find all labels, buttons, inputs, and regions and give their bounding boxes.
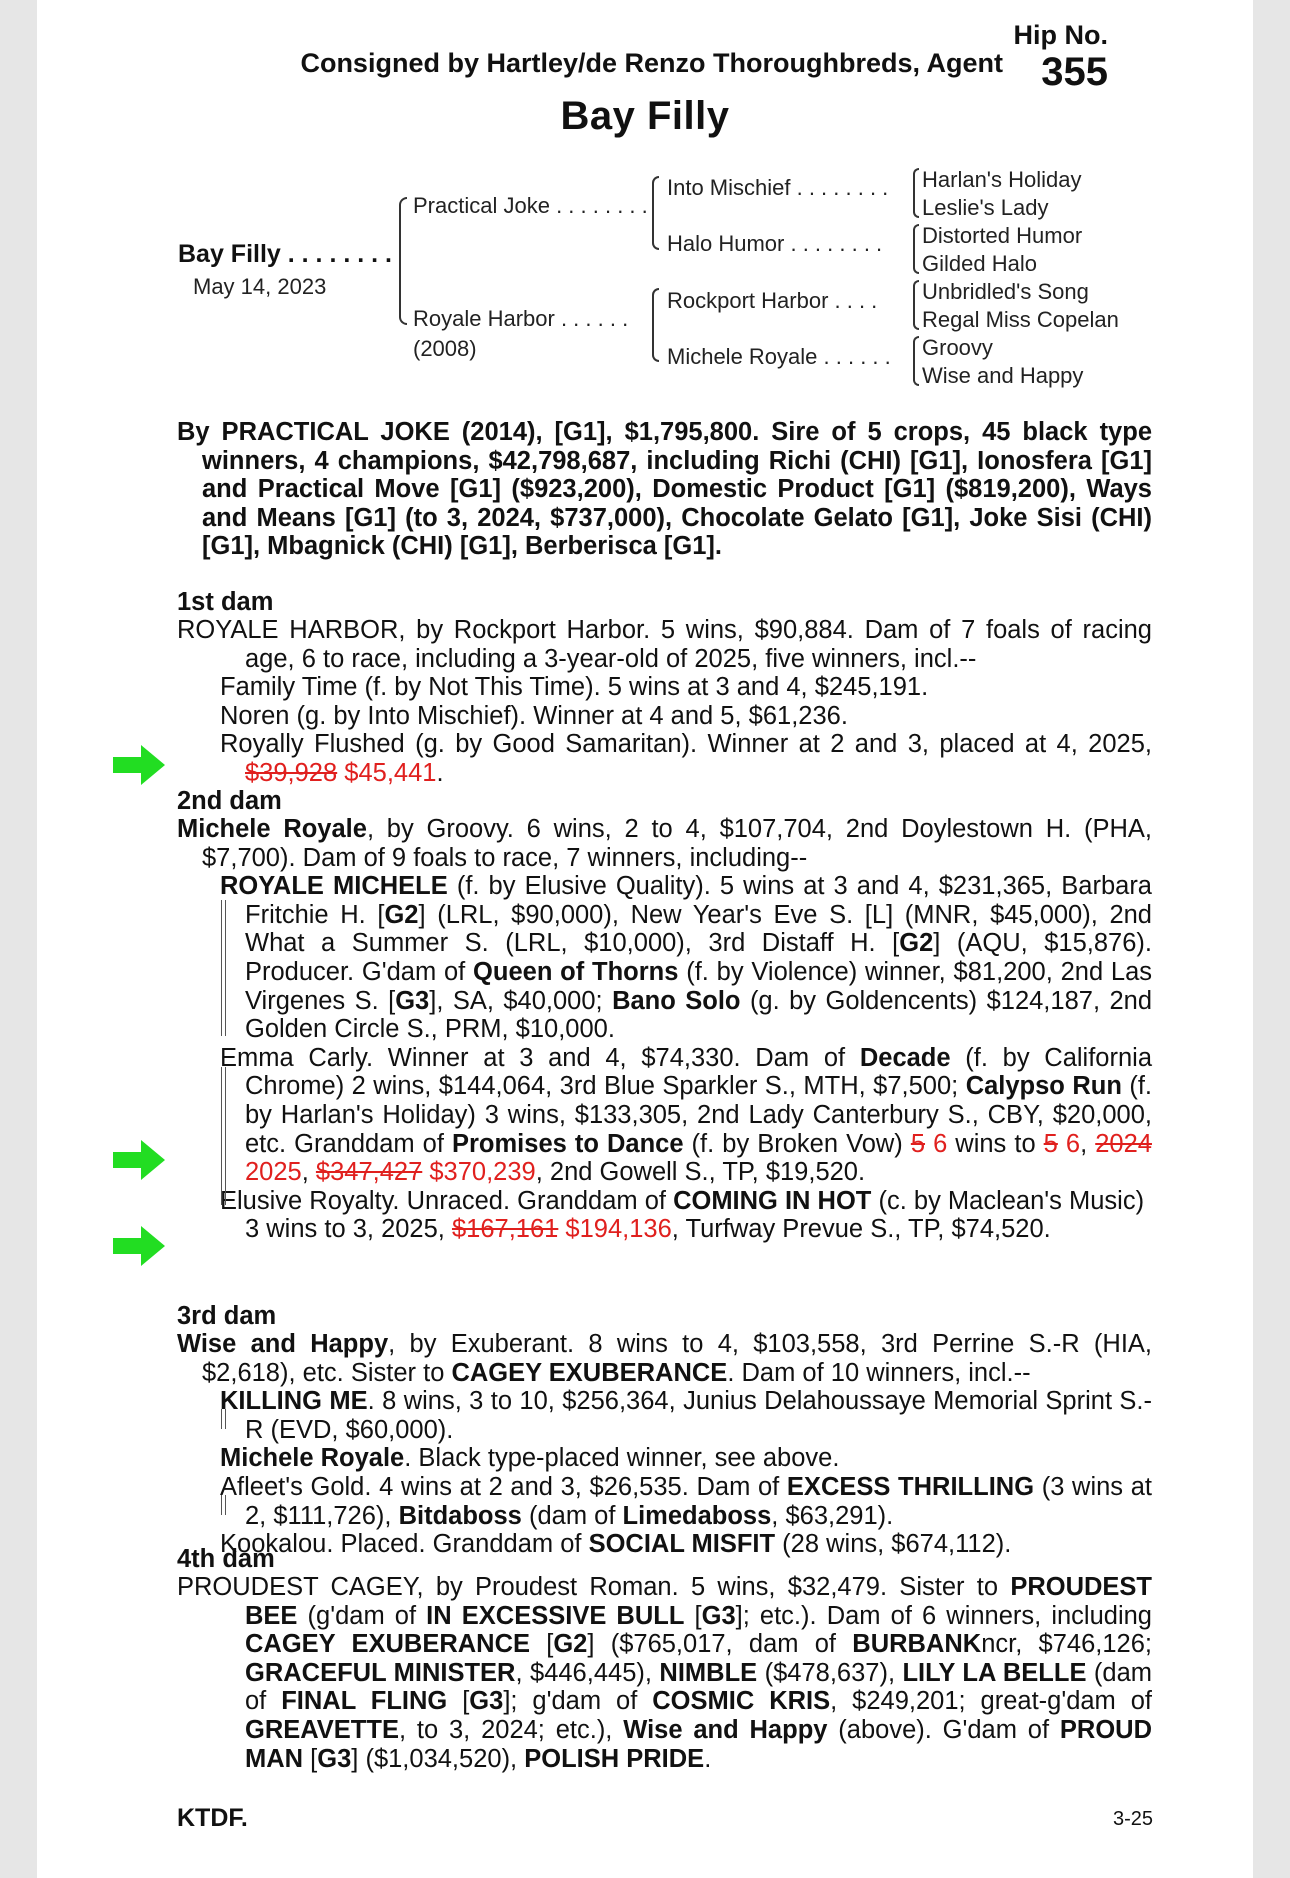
produce-record: Royally Flushed (g. by Good Samaritan). Winner at 2 and 3, placed at 4, 2025, $39,928 $45,441. (220, 730, 1152, 787)
produce-record: Kookalou. Placed. Granddam of SOCIAL MISFIT (28 wins, $674,112). (220, 1530, 1012, 1559)
brace-g3-1 (913, 168, 919, 218)
produce-record: KILLING ME. 8 wins, 3 to 10, $256,364, Junius Delahoussaye Memorial Sprint S.-R (EVD, $60,000). (220, 1387, 1153, 1444)
brace-g3-2 (913, 224, 919, 274)
consigner-line: Consigned by Hartley/de Renzo Thoroughbreds, Agent (300, 48, 1003, 78)
produce-record: Emma Carly. Winner at 3 and 4, $74,330. Dam of Decade (f. by California Chrome) 2 wins, $144,064, 3rd Blue Sparkler S., MTH, $7,500; Calypso Run (f. by Harlan's Holiday) 3 wins, $133,305, 2nd Lady Canterbury S., CBY, $20,000, etc. Granddam of Promises to Dance (f. by Broken Vow) 5 6 wins to 5 6, 2024 2025, $347,427 $370,239, 2nd Gowell S., TP, $19,520. (220, 1043, 1153, 1187)
dam-2-block (177, 815, 1152, 1244)
page-title: Bay Filly (560, 94, 730, 138)
arrow-right-icon (111, 743, 167, 787)
black-type-bar (221, 900, 226, 1036)
brace-dam-parents (652, 288, 659, 362)
dam-2-entry: Michele Royale, by Groovy. 6 wins, 2 to 4, $107,704, 2nd Doylestown H. (PHA, $7,700). Dam of 9 foals to race, 7 winners, including-- (177, 815, 1152, 872)
sire-paragraph: By PRACTICAL JOKE (2014), [G1], $1,795,800. Sire of 5 crops, 45 black type winners, 4 champions, $42,798,687, including Richi (CHI) [G1], Ionosfera [G1] and Practical Move [G1] ($923,200), Domestic Product [G1] ($819,200), Ways and Means [G1] (to 3, 2024, $737,000), Chocolate Gelato [G1], Joke Sisi (CHI) [G1], Mbagnick (CHI) [G1], Berberisca [G1]. (177, 418, 1152, 561)
pedigree-dam-sire: Rockport Harbor . . . . (667, 288, 878, 313)
pedigree-dam-year: (2008) (413, 336, 477, 361)
pedigree-dam: Royale Harbor . . . . . . (413, 306, 629, 331)
pedigree-g3: Harlan's Holiday (922, 167, 1082, 192)
footer-code: KTDF. (177, 1804, 248, 1832)
brace-g3-4 (913, 336, 919, 386)
pedigree-dam-dam: Michele Royale . . . . . . (667, 344, 891, 369)
produce-record: Afleet's Gold. 4 wins at 2 and 3, $26,535. Dam of EXCESS THRILLING (3 wins at 2, $111,726), Bitdaboss (dam of Limedaboss, $63,291). (220, 1472, 1152, 1530)
pedigree-sire-dam: Halo Humor . . . . . . . . (667, 231, 883, 256)
pedigree-g3: Regal Miss Copelan (922, 307, 1119, 332)
dam-1-block (177, 616, 1152, 788)
brace-sire-dam (399, 197, 407, 325)
pedigree-sire: Practical Joke . . . . . . . . (413, 193, 648, 218)
section-heading-4th-dam: 4th dam (177, 1545, 275, 1573)
catalog-page (37, 0, 1253, 1878)
produce-record: Elusive Royalty. Unraced. Granddam of COMING IN HOT (c. by Maclean's Music) 3 wins to 3, 2025, $167,161 $194,136, Turfway Prevue S., TP, $74,520. (220, 1186, 1145, 1244)
dam-3-block (177, 1330, 1152, 1559)
hip-number-label: Hip No. (1013, 20, 1108, 50)
pedigree-g3: Distorted Humor (922, 223, 1083, 248)
dam-3-entry: Wise and Happy, by Exuberant. 8 wins to 4, $103,558, 3rd Perrine S.-R (HIA, $2,618), etc. Sister to CAGEY EXUBERANCE. Dam of 10 winners, incl.-- (177, 1330, 1152, 1387)
pedigree-g3: Leslie's Lady (922, 195, 1049, 220)
pedigree-g3: Wise and Happy (922, 363, 1084, 388)
black-type-bar (221, 1409, 226, 1429)
arrow-right-icon (111, 1224, 167, 1268)
brace-g3-3 (913, 280, 919, 330)
foaling-date: May 14, 2023 (193, 274, 327, 299)
pedigree-sire-sire: Into Mischief . . . . . . . . (667, 175, 889, 200)
arrow-right-icon (111, 1138, 167, 1182)
black-type-bar (221, 1067, 226, 1205)
produce-record: Noren (g. by Into Mischief). Winner at 4 and 5, $61,236. (220, 701, 848, 730)
pedigree-g3: Unbridled's Song (922, 279, 1089, 304)
pedigree-g3: Groovy (922, 335, 993, 360)
footer-page-number: 3-25 (1112, 1808, 1153, 1830)
dam-1-entry: ROYALE HARBOR, by Rockport Harbor. 5 wins, $90,884. Dam of 7 foals of racing age, 6 to race, including a 3-year-old of 2025, five winners, incl.-- (177, 616, 1152, 673)
brace-sire-parents (652, 176, 659, 250)
produce-record: Michele Royale. Black type-placed winner, see above. (220, 1444, 840, 1473)
pedigree-g3: Gilded Halo (922, 251, 1037, 276)
hip-number: 355 (1041, 50, 1108, 94)
section-heading-1st-dam: 1st dam (177, 588, 274, 616)
produce-record: ROYALE MICHELE (f. by Elusive Quality). 5 wins at 3 and 4, $231,365, Barbara Fritchie H. [G2] (LRL, $90,000), New Year's Eve S. [L] (MNR, $45,000), 2nd What a Summer S. (LRL, $10,000), 3rd Distaff H. [G2] (AQU, $15,876). Producer. G'dam of Queen of Thorns (f. by Violence) winner, $81,200, 2nd Las Virgenes S. [G3], SA, $40,000; Bano Solo (g. by Goldencents) $124,187, 2nd Golden Circle S., PRM, $10,000. (220, 872, 1153, 1044)
section-heading-3rd-dam: 3rd dam (177, 1302, 277, 1330)
dam-4-block (177, 1573, 1152, 1773)
black-type-bar (221, 1495, 226, 1515)
section-heading-2nd-dam: 2nd dam (177, 787, 282, 815)
pedigree-subject: Bay Filly . . . . . . . . (178, 240, 392, 268)
dam-4-entry: PROUDEST CAGEY, by Proudest Roman. 5 wins, $32,479. Sister to PROUDEST BEE (g'dam of IN EXCESSIVE BULL [G3]; etc.). Dam of 6 winners, including CAGEY EXUBERANCE [G2] ($765,017, dam of BURBANKncr, $746,126; GRACEFUL MINISTER, $446,445), NIMBLE ($478,637), LILY LA BELLE (dam of FINAL FLING [G3]; g'dam of COSMIC KRIS, $249,201; great-g'dam of GREAVETTE, to 3, 2024; etc.), Wise and Happy (above). G'dam of PROUD MAN [G3] ($1,034,520), POLISH PRIDE. (177, 1573, 1153, 1773)
produce-record: Family Time (f. by Not This Time). 5 wins at 3 and 4, $245,191. (220, 673, 929, 702)
